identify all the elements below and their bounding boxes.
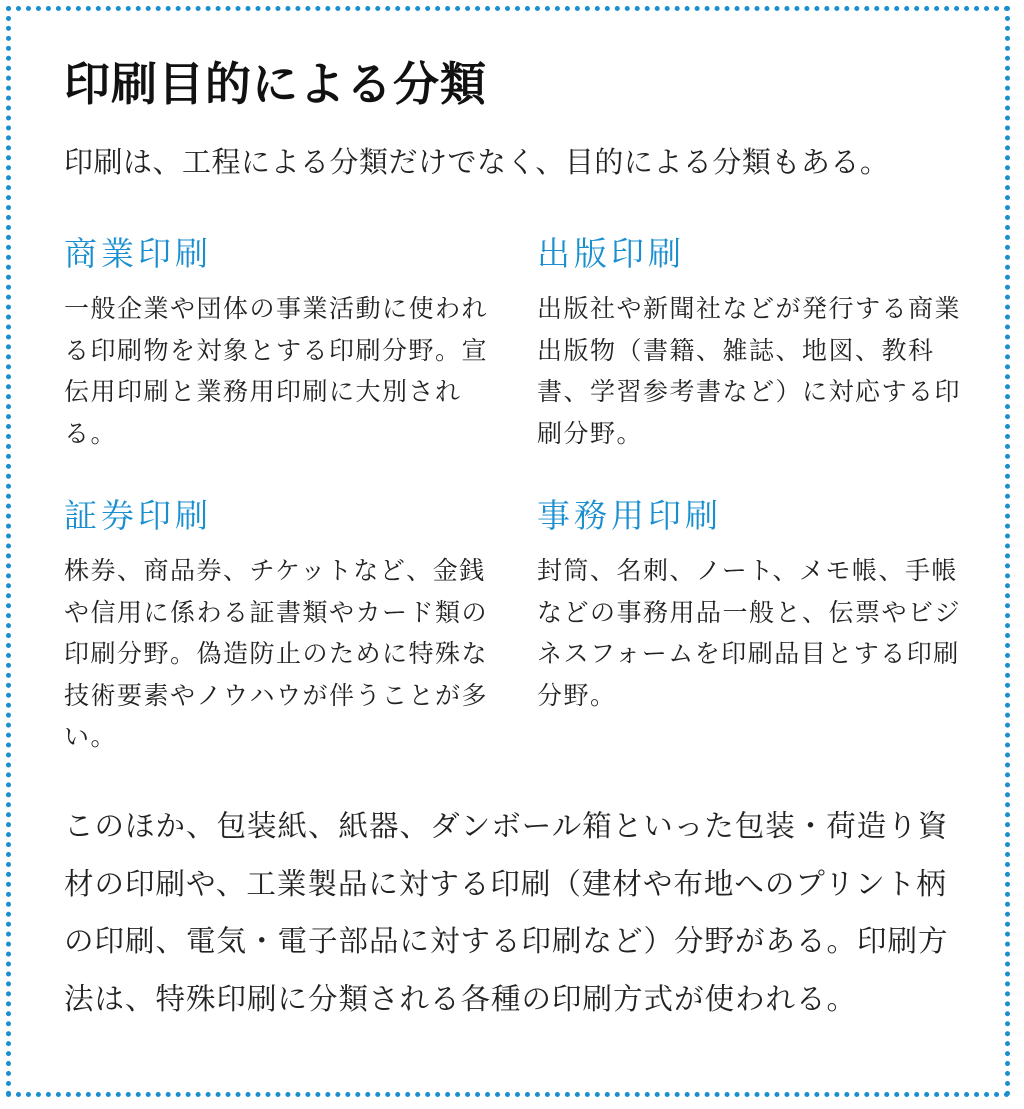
section-heading: 証券印刷: [64, 496, 212, 535]
section-securities-printing: [64, 496, 494, 758]
section-publishing-printing: [537, 234, 967, 454]
closing-paragraph: このほか、包装紙、紙器、ダンボール箱といった包装・荷造り資材の印刷や、工業製品に対する印刷（建材や布地へのプリント柄の印刷、電気・電子部品に対する印刷など）分野がある。印刷方法は、特殊印刷に分類される各種の印刷方式が使われる。: [64, 809, 949, 1016]
section-body: 一般企業や団体の事業活動に使われる印刷物を対象とする印刷分野。宣伝用印刷と業務用印刷に大別される。: [64, 294, 489, 448]
page-title: 印刷目的による分類: [64, 57, 487, 111]
section-office-printing: [537, 496, 967, 716]
section-body: 株券、商品券、チケットなど、金銭や信用に係わる証書類やカード類の印刷分野。偽造防止のために特殊な技術要素やノウハウが伴うことが多い。: [64, 556, 489, 751]
section-body: 出版社や新聞社などが発行する商業出版物（書籍、雑誌、地図、教科書、学習参考書など）に対応する印刷分野。: [537, 294, 962, 448]
section-heading: 出版印刷: [537, 234, 685, 273]
intro-text: 印刷は、工程による分類だけでなく、目的による分類もある。: [64, 145, 890, 179]
section-heading: 事務用印刷: [537, 496, 722, 535]
section-commercial-printing: [64, 234, 494, 454]
section-heading: 商業印刷: [64, 234, 212, 273]
section-body: 封筒、名刺、ノート、メモ帳、手帳などの事務用品一般と、伝票やビジネスフォームを印刷品目とする印刷分野。: [537, 556, 962, 710]
